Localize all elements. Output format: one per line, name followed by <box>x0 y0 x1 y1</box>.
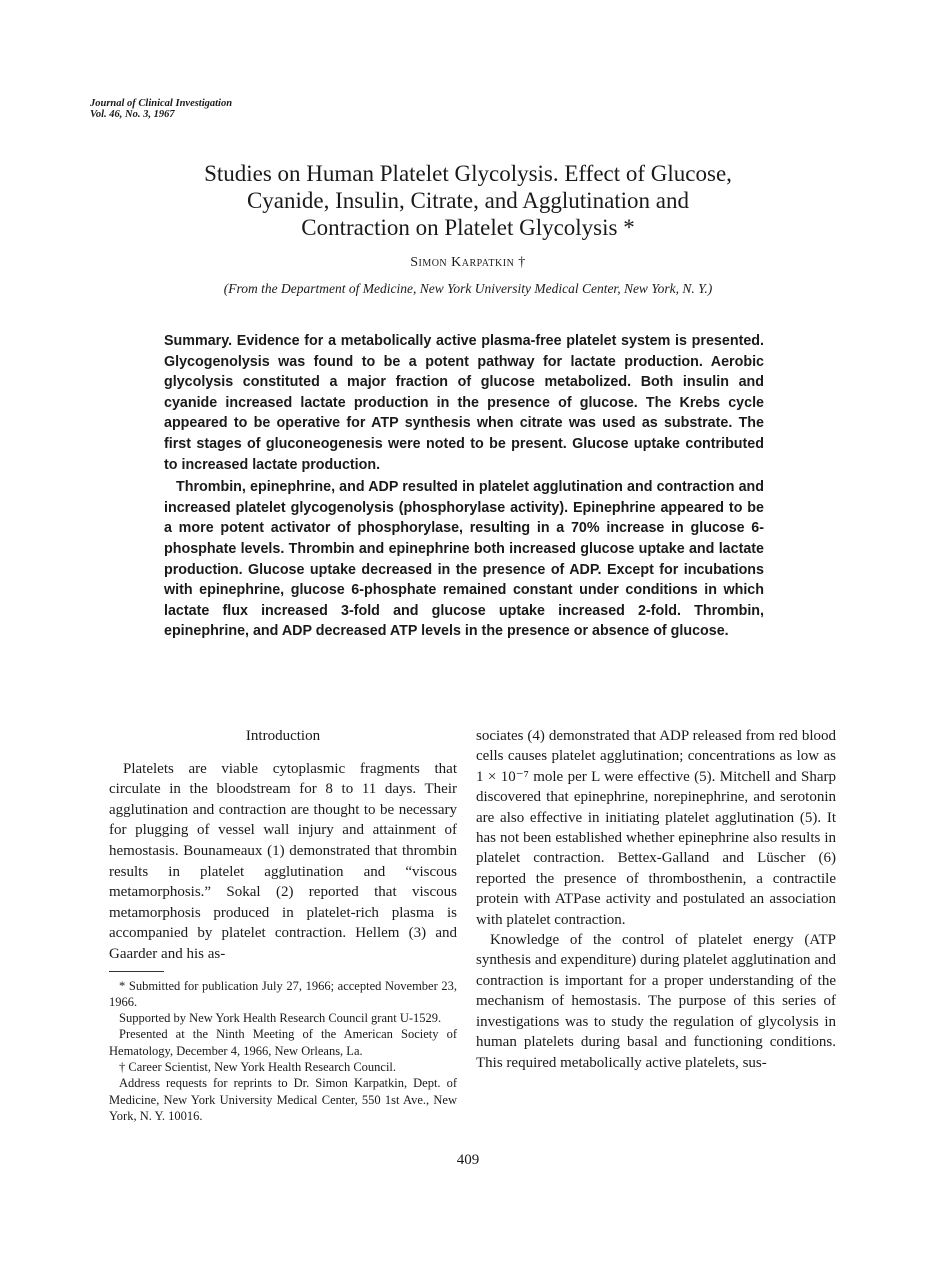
right-paragraph-1: sociates (4) demonstrated that ADP released from red blood cells causes platelet agglutination; concentrations as low as 1 × 10⁻⁷ mole per L were effective (5). Mitchell and Sharp discovered that epinephrine, norepinephrine, and serotonin are also effective in initiating platelet agglutination (5). It has not been established whether epinephrine also results in platelet contraction. Bettex-Galland and Lüscher (6) reported the presence of thrombosthenin, a contractile protein with ATPase activity and postulated an association with platelet contraction. <box>476 728 836 928</box>
introduction-heading: Introduction <box>245 728 321 744</box>
introduction-paragraph-1: Platelets are viable cytoplasmic fragments that circulate in the bloodstream for 8 to 11 days. Their agglutination and contraction are thought to be necessary for plugging of vessel wall injury and attainment of hemostasis. Bounameaux (1) demonstrated that thrombin results in platelet agglutination and “viscous metamorphosis.” Sokal (2) reported that viscous metamorphosis produced in platelet-rich plasma is accompanied by platelet contraction. Hellem (3) and Gaarder and his as- <box>109 760 457 962</box>
summary-paragraph-1: Summary. Evidence for a metabolically active plasma-free platelet system is presented. Glycogenolysis was found to be a potent pathway for lactate production. Aerobic glycolysis constituted a major fraction of glucose metabolized. Both insulin and cyanide increased lactate production in the presence of glucose. The Krebs cycle appeared to be operative for ATP synthesis when citrate was used as substrate. The first stages of gluconeogenesis were noted to be present. Glucose uptake contributed to increased lactate production. <box>164 333 764 473</box>
author-name: Simon Karpatkin † <box>410 255 526 270</box>
journal-citation <box>90 98 232 120</box>
author-affiliation: (From the Department of Medicine, New York University Medical Center, New York, N. Y.) <box>223 281 713 296</box>
title-line-2: Cyanide, Insulin, Citrate, and Agglutination and <box>246 188 690 213</box>
footnote-divider <box>109 971 164 972</box>
footnote-submitted: * Submitted for publication July 27, 1966; accepted November 23, 1966. <box>109 978 457 1009</box>
right-column <box>476 726 836 1073</box>
footnotes <box>109 978 457 1125</box>
article-title <box>120 160 816 241</box>
page-number: 409 <box>456 1152 480 1168</box>
right-paragraph-2: Knowledge of the control of platelet energy (ATP synthesis and expenditure) during platelet agglutination and contraction is important for a proper understanding of the mechanism of hemostasis. The purpose of this series of investigations was to study the regulation of glycolysis in human platelets during basal and functioning conditions. This required metabolically active platelets, sus- <box>476 932 836 1071</box>
footnote-reprints: Address requests for reprints to Dr. Simon Karpatkin, Dept. of Medicine, New York University Medical Center, 550 1st Ave., New York, N. Y. 10016. <box>109 1076 457 1123</box>
footnote-supported: Supported by New York Health Research Council grant U-1529. <box>119 1011 442 1026</box>
footnote-career: † Career Scientist, New York Health Research Council. <box>119 1060 397 1075</box>
summary-abstract <box>164 331 764 642</box>
left-column <box>109 726 457 1124</box>
title-line-1: Studies on Human Platelet Glycolysis. Effect of Glucose, <box>204 161 732 186</box>
summary-paragraph-2: Thrombin, epinephrine, and ADP resulted in platelet agglutination and contraction and increased platelet glycogenolysis (phosphorylase activity). Epinephrine appeared to be a more potent activator of phosphorylase, resulting in a 70% increase in glucose 6-phosphate levels. Thrombin and epinephrine both increased glucose uptake and lactate production. Glucose uptake decreased in the presence of ADP. Except for incubations with epinephrine, glucose 6-phosphate remained constant under conditions in which lactate flux increased 3-fold and glucose uptake increased 2-fold. Thrombin, epinephrine, and ADP decreased ATP levels in the presence or absence of glucose. <box>164 479 764 640</box>
journal-volume: Vol. 46, No. 3, 1967 <box>90 109 175 120</box>
title-line-3: Contraction on Platelet Glycolysis * <box>301 215 635 240</box>
journal-name: Journal of Clinical Investigation <box>90 98 233 109</box>
footnote-presented: Presented at the Ninth Meeting of the American Society of Hematology, December 4, 1966, New Orleans, La. <box>109 1027 457 1058</box>
